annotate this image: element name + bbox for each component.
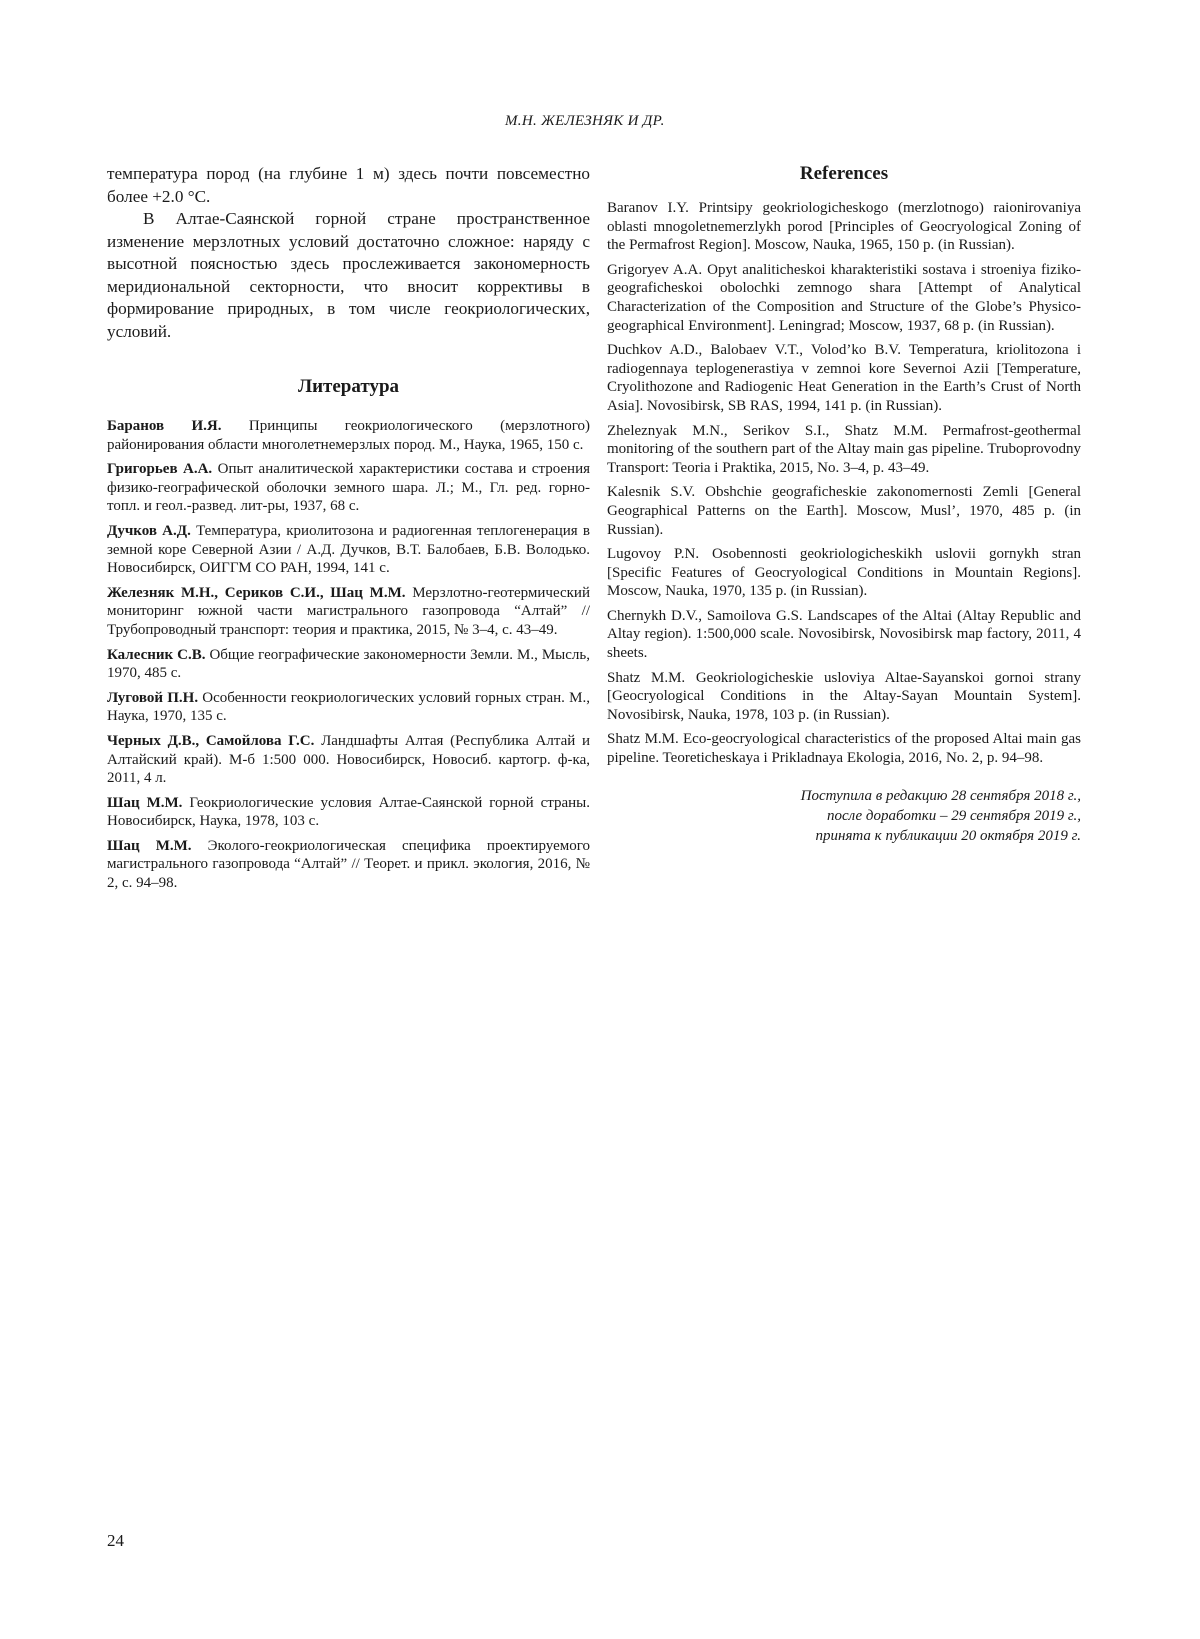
reference-item: Kalesnik S.V. Obshchie geograficheskie zakonomernosti Zemli [General Geographical Patterns on the Earth]. Moscow, Musl’, 1970, 485 p. (in Russian).: [607, 484, 1081, 538]
reference-authors: Шац М.М.: [107, 794, 183, 811]
english-reference-list: [607, 199, 1081, 768]
reference-text: Температура, криолитозона и радиогенная теплогенерация в земной коре Северной Азии / А.Д. Дучков, В.Т. Балобаев, Б.В. Володько. Новосибирск, ОИГГМ СО РАН, 1994, 141 с.: [107, 522, 590, 577]
right-column: [607, 163, 1081, 846]
received-dates: [607, 786, 1081, 846]
received-line: Поступила в редакцию 28 сентября 2018 г.,: [800, 787, 1081, 804]
reference-text: Опыт аналитической характеристики состава и строения физико-географической оболочки земного шара. Л.; М., Гл. ред. горно-топл. и геол.-развед. лит-ры, 1937, 68 с.: [107, 461, 590, 515]
reference-item: Baranov I.Y. Printsipy geokriologicheskogo (merzlotnogo) raionirovaniya oblasti mnogoletnemerzlykh porod [Principles of Geocryological Zoning of the Permafrost Region]. Moscow, Nauka, 1965, 150 p. (in Russian).: [607, 200, 1081, 254]
reference-item: [107, 794, 590, 831]
left-column: [107, 163, 590, 899]
reference-authors: Луговой П.Н.: [107, 689, 199, 706]
reference-item: [107, 460, 590, 516]
reference-item: [107, 837, 590, 893]
reference-text: Принципы геокриологического (мерзлотного) районирования области многолетнемерзлых пород. М., Наука, 1965, 150 с.: [107, 418, 590, 453]
references-heading: References: [799, 163, 889, 184]
reference-authors: Дучков А.Д.: [107, 522, 191, 539]
reference-authors: Баранов И.Я.: [107, 418, 222, 434]
reference-authors: Железняк М.Н., Сериков С.И., Шац М.М.: [107, 584, 406, 601]
reference-item: [107, 732, 590, 788]
reference-text: Мерзлотно-геотермический мониторинг южной части магистрального газопровода “Алтай” // Трубопроводный транспорт: теория и практика, 2015, № 3–4, с. 43–49.: [107, 584, 590, 638]
reference-item: [107, 584, 590, 640]
reference-item: Zheleznyak M.N., Serikov S.I., Shatz M.M. Permafrost-geothermal monitoring of the southern part of the Altay main gas pipeline. Truboprovodny Transport: Teoria i Praktika, 2015, No. 3–4, p. 43–49.: [607, 422, 1081, 476]
reference-item: [107, 646, 590, 683]
accepted-line: принята к публикации 20 октября 2019 г.: [815, 827, 1081, 844]
reference-item: Lugovoy P.N. Osobennosti geokriologicheskikh uslovii gornykh stran [Specific Features of Geocryological Conditions in Mountain Regions]. Moscow, Nauka, 1970, 135 p. (in Russian).: [607, 546, 1081, 600]
reference-item: Duchkov A.D., Balobaev V.T., Volod’ko B.V. Temperatura, kriolitozona i radiogennaya teplogenerastiya v zemnoi kore Severnoi Azii [Temperature, Cryolithozone and Radiogenic Heat Generation in the Earth’s Crust of North Asia]. Novosibirsk, SB RAS, 1994, 141 p. (in Russian).: [607, 342, 1081, 414]
reference-item: Shatz M.M. Eco-geocryological characteristics of the proposed Altai main gas pipeline. Teoreticheskaya i Prikladnaya Ekologia, 2016, No. 2, p. 94–98.: [607, 731, 1081, 767]
reference-text: Особенности геокриологических условий горных стран. М., Наука, 1970, 135 с.: [107, 689, 590, 725]
reference-item: Shatz M.M. Geokriologicheskie usloviya Altae-Sayanskoi gornoi strany [Geocryological Conditions in the Altay-Sayan Mountain System]. Novosibirsk, Nauka, 1978, 103 p. (in Russian).: [607, 669, 1081, 723]
literature-heading: Литература: [297, 376, 400, 397]
reference-item: Chernykh D.V., Samoilova G.S. Landscapes of the Altai (Altay Republic and Altay region). 1:500,000 scale. Novosibirsk, Novosibirsk map factory, 2011, 4 sheets.: [607, 607, 1081, 662]
body-paragraph: температура пород (на глубине 1 м) здесь почти повсеместно более +2.0 °С.: [107, 164, 590, 206]
running-head: М.Н. ЖЕЛЕЗНЯК И ДР.: [505, 113, 665, 129]
revised-line: после доработки – 29 сентября 2019 г.,: [826, 807, 1081, 824]
reference-item: [107, 689, 590, 726]
reference-authors: Черных Д.В., Самойлова Г.С.: [107, 732, 315, 749]
reference-authors: Шац М.М.: [107, 837, 192, 854]
page-number: 24: [107, 1531, 124, 1550]
reference-item: [107, 522, 590, 578]
reference-text: Ландшафты Алтая (Республика Алтай и Алтайский край). М-б 1:500 000. Новосибирск, Новосиб. картогр. ф-ка, 2011, 4 л.: [107, 732, 590, 787]
russian-reference-list: [107, 417, 590, 893]
reference-text: Геокриологические условия Алтае-Саянской горной страны. Новосибирск, Наука, 1978, 103 с.: [107, 794, 590, 830]
reference-text: Эколого-геокриологическая специфика проектируемого магистрального газопровода “Алтай” // Теорет. и прикл. экология, 2016, № 2, с. 94–98.: [107, 837, 590, 892]
reference-authors: Григорьев А.А.: [107, 461, 213, 478]
body-paragraph: В Алтае-Саянской горной стране пространственное изменение мерзлотных условий достаточно сложное: наряду с высотной поясностью здесь прослеживается закономерность меридиональной секторности, что вносит коррективы в формирование природных, в том числе геокриологических, условий.: [107, 209, 590, 341]
reference-text: Общие географические закономерности Земли. М., Мысль, 1970, 485 с.: [107, 646, 590, 682]
reference-item: [107, 417, 590, 454]
reference-authors: Калесник С.В.: [107, 646, 206, 663]
reference-item: Grigoryev A.A. Opyt analiticheskoi kharakteristiki sostava i stroeniya fiziko-geograficheskoi obolochki zemnogo shara [Attempt of Analytical Characterization of the Composition and Structure of the Globe’s Physico-geographical Environment]. Leningrad; Moscow, 1937, 68 p. (in Russian).: [607, 261, 1081, 334]
